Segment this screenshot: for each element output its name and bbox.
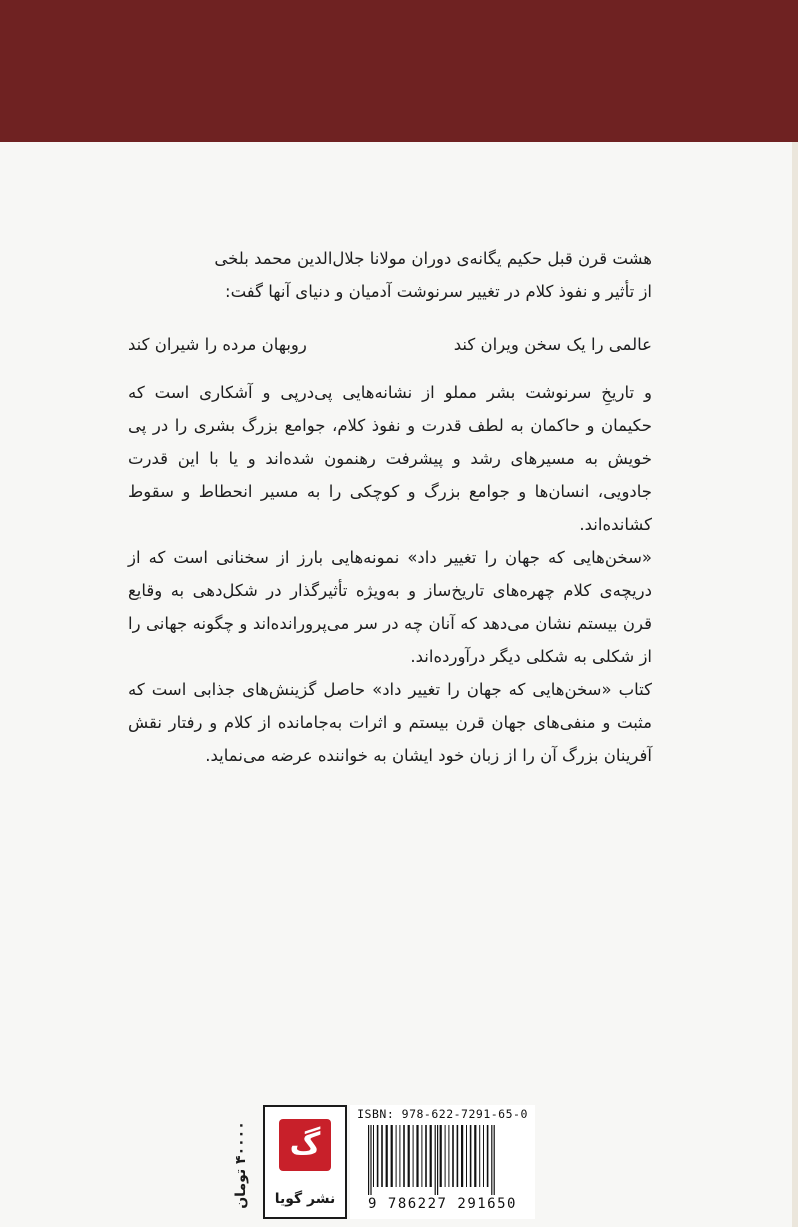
intro-line-2: از تأثیر و نفوذ کلام در تغییر سرنوشت آدمیان و دنیای آنها گفت: xyxy=(225,282,652,301)
barcode-bars xyxy=(366,1125,526,1195)
isbn-text: ISBN: 978-622-7291-65-0 xyxy=(357,1107,528,1121)
intro-text xyxy=(128,242,652,308)
price-label xyxy=(226,1105,256,1225)
blurb-paragraph-1: و تاریخِ سرنوشت بشر مملو از نشانه‌هایی پی‌درپی و آشکاری است که حکیمان و حاکمان به لطف قدرت و نفوذ کلام، جوامع بزرگ بشری را در پی خویش به مسیرهای رشد و پیشرفت رهنمون شده‌اند و یا با این قدرت جادویی، انسان‌ها و جوامع بزرگ و کوچکی را به مسیر انحطاط و سقوط کشانده‌اند. xyxy=(128,383,652,534)
barcode-bar xyxy=(377,1125,379,1187)
barcode-bar xyxy=(368,1125,369,1195)
barcode-bar xyxy=(479,1125,480,1187)
publisher-logo-icon xyxy=(279,1119,331,1171)
barcode-bar xyxy=(494,1125,495,1195)
barcode-bar xyxy=(437,1125,438,1195)
cover-top-band xyxy=(0,0,798,142)
barcode-bar xyxy=(386,1125,388,1187)
rumi-verse xyxy=(128,330,652,360)
barcode-bar xyxy=(413,1125,414,1187)
cover-right-edge xyxy=(792,142,798,1227)
barcode-bar xyxy=(452,1125,454,1187)
barcode-bar xyxy=(373,1125,374,1187)
verse-hemistich-2: روبهان مرده را شیران کند xyxy=(128,335,307,354)
barcode-bar xyxy=(381,1125,383,1187)
barcode-bar xyxy=(421,1125,422,1187)
barcode-bar xyxy=(445,1125,446,1187)
barcode-bar xyxy=(474,1125,476,1187)
barcode-bar xyxy=(399,1125,400,1187)
blurb-body xyxy=(128,376,652,772)
barcode-bar xyxy=(491,1125,492,1195)
barcode-bar xyxy=(448,1125,449,1187)
barcode-bar xyxy=(470,1125,472,1187)
barcode-bar xyxy=(391,1125,393,1187)
logo-glyph: گ xyxy=(289,1127,321,1162)
barcode-bar xyxy=(408,1125,410,1187)
price-text: ۴۰۰۰۰ تومان xyxy=(233,1121,249,1209)
barcode-bar xyxy=(440,1125,442,1187)
barcode-bar xyxy=(461,1125,463,1187)
verse-hemistich-1: عالمی را یک سخن ویران کند xyxy=(453,335,652,354)
barcode-bar xyxy=(425,1125,427,1187)
publisher-name: نشر گویا xyxy=(274,1191,336,1207)
barcode-bar xyxy=(403,1125,405,1187)
barcode-bar xyxy=(396,1125,397,1187)
barcode-bar xyxy=(457,1125,459,1187)
publisher-block xyxy=(263,1105,347,1219)
barcode-digits: 9 786227 291650 xyxy=(368,1196,517,1212)
barcode-bar xyxy=(435,1125,436,1195)
intro-line-1: هشت قرن قبل حکیم یگانه‌ی دوران مولانا جلال‌الدین محمد بلخی xyxy=(214,249,652,268)
isbn-barcode xyxy=(350,1105,535,1219)
barcode-bar xyxy=(430,1125,432,1187)
blurb-paragraph-2: «سخن‌هایی که جهان را تغییر داد» نمونه‌هایی بارز از سخنانی است که از دریچه‌ی کلام چهره‌های تاریخ‌ساز و به‌ویژه تأثیرگذار در شکل‌دهی به وقایع قرن بیستم نشان می‌دهد که آنان چه در سر می‌پرورانده‌اند و چگونه جهانی را از شکلی به شکلی دیگر درآورده‌اند. xyxy=(128,548,652,666)
blurb-paragraph-3: کتاب «سخن‌هایی که جهان را تغییر داد» حاصل گزینش‌های جذابی است که مثبت و منفی‌های جهان قرن بیستم و اثرات به‌جامانده از کلام و رفتار نقش آفرینان بزرگ آن را از زبان خود ایشان به خواننده عرضه می‌نماید. xyxy=(128,680,652,765)
barcode-bar xyxy=(483,1125,484,1187)
barcode-bar xyxy=(416,1125,418,1187)
barcode-bar xyxy=(370,1125,371,1195)
barcode-bar xyxy=(466,1125,467,1187)
barcode-bar xyxy=(487,1125,489,1187)
